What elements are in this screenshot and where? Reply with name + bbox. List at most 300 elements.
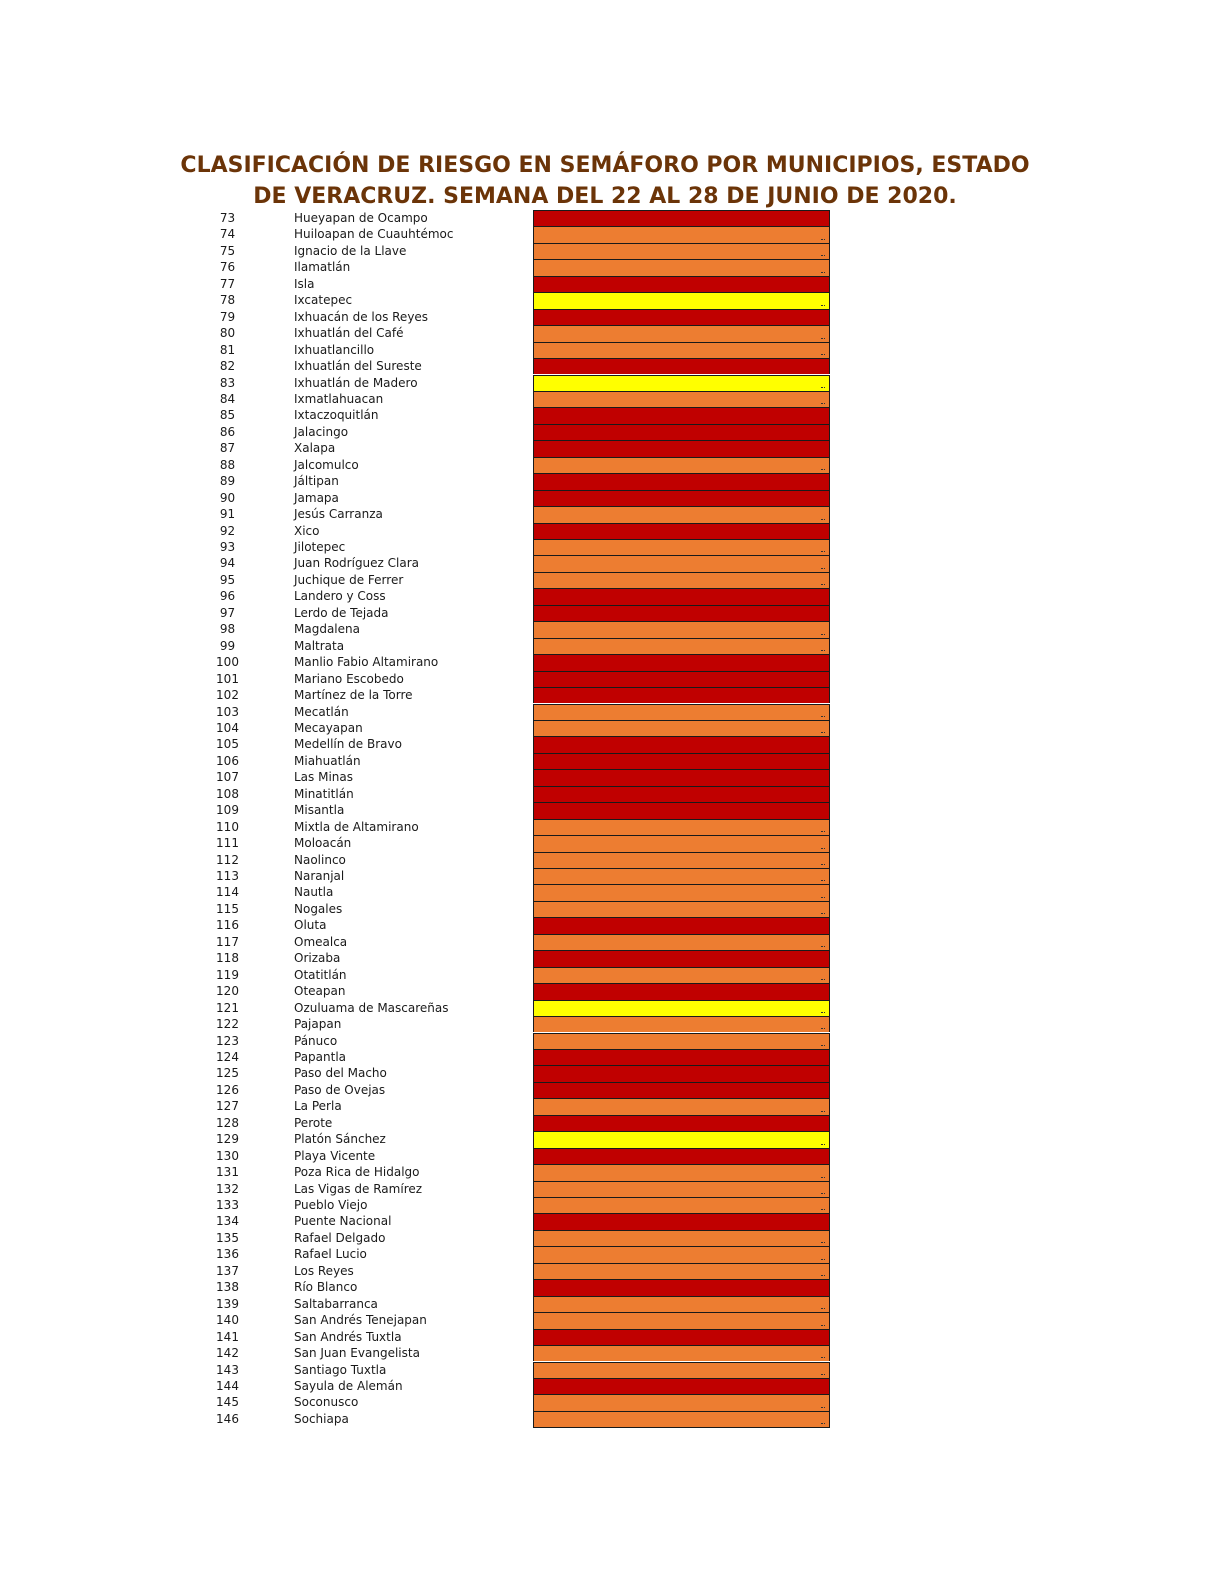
municipality-number: 145 xyxy=(216,1395,239,1410)
municipality-name: Las Vigas de Ramírez xyxy=(294,1181,423,1196)
municipality-number: 90 xyxy=(219,490,236,505)
cell-marker xyxy=(821,469,825,472)
risk-color-cell xyxy=(533,671,830,687)
table-row xyxy=(0,1148,1224,1164)
table-row xyxy=(0,687,1224,703)
table-row xyxy=(0,375,1224,391)
municipality-number: 117 xyxy=(216,934,239,949)
table-row xyxy=(0,523,1224,539)
cell-marker xyxy=(821,716,825,719)
municipality-name: San Andrés Tuxtla xyxy=(294,1329,402,1344)
municipality-name: Naranjal xyxy=(294,869,345,883)
municipality-name: Rafael Lucio xyxy=(294,1247,367,1262)
risk-color-cell xyxy=(533,1312,830,1328)
cell-marker xyxy=(821,979,825,982)
cell-marker xyxy=(821,1357,825,1360)
table-row xyxy=(0,555,1224,571)
risk-color-cell xyxy=(533,753,830,769)
municipality-name: Landero y Coss xyxy=(294,589,386,604)
table-row xyxy=(0,1016,1224,1032)
municipality-number: 109 xyxy=(216,803,239,818)
municipality-name: Jalcomulco xyxy=(294,457,359,472)
risk-color-cell xyxy=(533,1246,830,1262)
risk-color-cell xyxy=(533,605,830,621)
municipality-name: Paso de Ovejas xyxy=(294,1082,386,1097)
municipality-name: Ozuluama de Mascareñas xyxy=(294,1000,449,1015)
risk-color-cell xyxy=(533,835,830,851)
municipality-number: 79 xyxy=(219,309,236,324)
municipality-number: 142 xyxy=(216,1346,239,1361)
cell-marker xyxy=(821,255,825,258)
cell-marker xyxy=(821,1045,825,1048)
risk-color-cell xyxy=(533,325,830,341)
risk-color-cell xyxy=(533,819,830,835)
risk-color-cell xyxy=(533,555,830,571)
municipality-number: 99 xyxy=(219,638,236,653)
risk-color-cell xyxy=(533,1263,830,1279)
risk-color-cell xyxy=(533,1181,830,1197)
cell-marker xyxy=(821,305,825,308)
municipality-name: Mariano Escobedo xyxy=(294,671,404,686)
municipality-number: 104 xyxy=(216,720,239,735)
municipality-number: 107 xyxy=(216,770,239,785)
municipality-number: 85 xyxy=(219,408,236,423)
municipality-number: 110 xyxy=(216,819,239,834)
municipality-number: 91 xyxy=(219,507,236,522)
municipality-name: Río Blanco xyxy=(294,1280,358,1295)
municipality-number: 124 xyxy=(216,1049,239,1064)
municipality-number: 130 xyxy=(216,1148,239,1163)
municipality-name: Omealca xyxy=(294,934,348,949)
municipality-number: 123 xyxy=(216,1033,239,1048)
municipality-name: Xalapa xyxy=(294,441,336,456)
municipality-name: Martínez de la Torre xyxy=(294,688,413,703)
municipality-number: 73 xyxy=(219,211,236,225)
municipality-number: 98 xyxy=(219,622,236,637)
table-row xyxy=(0,1065,1224,1081)
municipality-number: 97 xyxy=(219,605,236,620)
cell-marker xyxy=(821,1407,825,1410)
table-row xyxy=(0,243,1224,259)
municipality-name: Playa Vicente xyxy=(294,1148,376,1163)
cell-marker xyxy=(821,634,825,637)
cell-marker xyxy=(821,568,825,571)
municipality-name: Pajapan xyxy=(294,1017,342,1032)
municipality-number: 82 xyxy=(219,359,236,374)
municipality-name: Mecayapan xyxy=(294,720,363,735)
municipality-name: Ixhuacán de los Reyes xyxy=(294,309,429,324)
municipality-name: Platón Sánchez xyxy=(294,1132,386,1147)
municipality-name: Sayula de Alemán xyxy=(294,1378,403,1393)
table-row xyxy=(0,490,1224,506)
cell-marker xyxy=(821,551,825,554)
municipality-number: 84 xyxy=(219,391,236,406)
municipality-number: 146 xyxy=(216,1411,239,1426)
municipality-number: 116 xyxy=(216,918,239,933)
page-title xyxy=(150,150,1060,212)
municipality-name: Papantla xyxy=(294,1049,347,1064)
table-row xyxy=(0,1000,1224,1016)
table-row xyxy=(0,1131,1224,1147)
risk-color-cell xyxy=(533,1279,830,1295)
table-row xyxy=(0,539,1224,555)
municipality-number: 143 xyxy=(216,1362,239,1377)
risk-color-cell xyxy=(533,1115,830,1131)
municipality-number: 120 xyxy=(216,984,239,999)
municipality-name: Pueblo Viejo xyxy=(294,1198,368,1212)
municipality-number: 138 xyxy=(216,1280,239,1295)
risk-color-cell xyxy=(533,539,830,555)
municipality-name: Maltrata xyxy=(294,638,345,653)
table-row xyxy=(0,852,1224,868)
risk-color-cell xyxy=(533,802,830,818)
table-row xyxy=(0,473,1224,489)
risk-color-cell xyxy=(533,473,830,489)
municipality-number: 89 xyxy=(219,474,236,489)
municipality-number: 114 xyxy=(216,885,239,900)
municipality-name: Perote xyxy=(294,1115,333,1130)
municipality-number: 144 xyxy=(216,1378,239,1393)
table-row xyxy=(0,736,1224,752)
municipality-name: Hueyapan de Ocampo xyxy=(294,211,428,225)
municipality-name: Moloacán xyxy=(294,836,352,851)
table-row xyxy=(0,1362,1224,1378)
table-row xyxy=(0,720,1224,736)
table-row xyxy=(0,917,1224,933)
cell-marker xyxy=(821,1374,825,1377)
table-row xyxy=(0,1049,1224,1065)
table-row xyxy=(0,259,1224,275)
cell-marker xyxy=(821,1028,825,1031)
municipality-number: 127 xyxy=(216,1099,239,1114)
table-row xyxy=(0,950,1224,966)
table-row xyxy=(0,1279,1224,1295)
municipality-number: 86 xyxy=(219,424,236,439)
table-row xyxy=(0,1197,1224,1213)
municipality-number: 121 xyxy=(216,1000,239,1015)
cell-marker xyxy=(821,1308,825,1311)
cell-marker xyxy=(821,831,825,834)
municipality-name: Jesús Carranza xyxy=(294,507,383,522)
municipality-name: Huiloapan de Cuauhtémoc xyxy=(294,227,454,242)
risk-color-cell xyxy=(533,309,830,325)
table-row xyxy=(0,605,1224,621)
risk-color-cell xyxy=(533,572,830,588)
municipality-number: 112 xyxy=(216,852,239,867)
risk-color-cell xyxy=(533,983,830,999)
risk-color-cell xyxy=(533,1296,830,1312)
municipality-name: Sochiapa xyxy=(294,1411,349,1426)
municipality-name: Juchique de Ferrer xyxy=(294,572,404,587)
cell-marker xyxy=(821,650,825,653)
table-row xyxy=(0,424,1224,440)
municipality-name: Saltabarranca xyxy=(294,1296,378,1311)
cell-marker xyxy=(821,1325,825,1328)
title-line-1: CLASIFICACIÓN DE RIESGO EN SEMÁFORO POR MUNICIPIOS, ESTADO xyxy=(180,153,1030,178)
table-row xyxy=(0,1082,1224,1098)
risk-color-cell xyxy=(533,638,830,654)
cell-marker xyxy=(821,913,825,916)
risk-color-cell xyxy=(533,1230,830,1246)
table-row xyxy=(0,358,1224,374)
table-row xyxy=(0,802,1224,818)
municipality-number: 100 xyxy=(216,655,239,670)
municipality-number: 92 xyxy=(219,523,236,538)
municipality-number: 135 xyxy=(216,1230,239,1245)
cell-marker xyxy=(821,880,825,883)
cell-marker xyxy=(821,403,825,406)
municipality-number: 81 xyxy=(219,342,236,357)
table-row xyxy=(0,309,1224,325)
table-row xyxy=(0,638,1224,654)
table-row xyxy=(0,1345,1224,1361)
cell-marker xyxy=(821,848,825,851)
table-row xyxy=(0,1246,1224,1262)
cell-marker xyxy=(821,584,825,587)
municipality-number: 105 xyxy=(216,737,239,752)
municipality-name: Mixtla de Altamirano xyxy=(294,819,419,834)
risk-color-cell xyxy=(533,720,830,736)
cell-marker xyxy=(821,1177,825,1180)
table-row xyxy=(0,1115,1224,1131)
municipality-name: Xico xyxy=(294,523,320,538)
risk-color-cell xyxy=(533,1131,830,1147)
municipality-number: 125 xyxy=(216,1066,239,1081)
risk-color-cell xyxy=(533,391,830,407)
cell-marker xyxy=(821,1209,825,1212)
table-row xyxy=(0,1164,1224,1180)
municipality-number: 113 xyxy=(216,869,239,883)
table-row xyxy=(0,407,1224,423)
risk-color-cell xyxy=(533,1049,830,1065)
risk-color-cell xyxy=(533,1148,830,1164)
municipality-number: 128 xyxy=(216,1115,239,1130)
municipality-name: Ignacio de la Llave xyxy=(294,243,407,258)
table-row xyxy=(0,704,1224,720)
risk-color-cell xyxy=(533,769,830,785)
municipality-name: Jáltipan xyxy=(294,474,339,489)
cell-marker xyxy=(821,1242,825,1245)
municipality-number: 93 xyxy=(219,540,236,554)
risk-color-cell xyxy=(533,1000,830,1016)
cell-marker xyxy=(821,239,825,242)
municipality-name: Ixmatlahuacan xyxy=(294,391,384,406)
municipality-name: Mecatlán xyxy=(294,704,349,719)
table-row xyxy=(0,342,1224,358)
municipality-name: Ixhuatlancillo xyxy=(294,342,375,357)
municipality-name: Oluta xyxy=(294,918,327,933)
municipality-name: Ixhuatlán de Madero xyxy=(294,375,418,390)
municipality-number: 115 xyxy=(216,901,239,916)
risk-color-cell xyxy=(533,457,830,473)
risk-color-cell xyxy=(533,1016,830,1032)
municipality-name: Santiago Tuxtla xyxy=(294,1362,387,1377)
municipality-name: Lerdo de Tejada xyxy=(294,605,389,620)
risk-color-cell xyxy=(533,1329,830,1345)
municipality-name: Ilamatlán xyxy=(294,260,351,275)
table-row xyxy=(0,276,1224,292)
municipality-number: 137 xyxy=(216,1263,239,1278)
table-row xyxy=(0,1181,1224,1197)
municipality-name: Jalacingo xyxy=(294,424,349,439)
table-row xyxy=(0,1329,1224,1345)
municipality-name: Nogales xyxy=(294,901,343,916)
table-row xyxy=(0,588,1224,604)
table-row xyxy=(0,884,1224,900)
risk-color-cell xyxy=(533,1164,830,1180)
risk-color-cell xyxy=(533,358,830,374)
municipality-name: Los Reyes xyxy=(294,1263,354,1278)
table-row xyxy=(0,753,1224,769)
municipality-number: 87 xyxy=(219,441,236,456)
table-row xyxy=(0,983,1224,999)
municipality-name: Jilotepec xyxy=(294,540,346,554)
risk-color-cell xyxy=(533,786,830,802)
risk-color-cell xyxy=(533,950,830,966)
municipality-name: Oteapan xyxy=(294,984,346,999)
risk-color-cell xyxy=(533,917,830,933)
risk-color-cell xyxy=(533,1033,830,1049)
table-row xyxy=(0,835,1224,851)
risk-color-cell xyxy=(533,1378,830,1394)
risk-color-cell xyxy=(533,226,830,242)
risk-color-cell xyxy=(533,654,830,670)
risk-color-cell xyxy=(533,967,830,983)
municipality-name: Manlio Fabio Altamirano xyxy=(294,655,439,670)
risk-color-cell xyxy=(533,852,830,868)
risk-color-cell xyxy=(533,424,830,440)
municipality-name: Ixtaczoquitlán xyxy=(294,408,379,423)
table-row xyxy=(0,440,1224,456)
risk-color-cell xyxy=(533,1065,830,1081)
table-row xyxy=(0,769,1224,785)
risk-color-cell xyxy=(533,1411,830,1428)
municipality-number: 139 xyxy=(216,1296,239,1311)
table-row xyxy=(0,292,1224,308)
table-row xyxy=(0,621,1224,637)
municipality-name: Juan Rodríguez Clara xyxy=(294,556,420,571)
risk-color-cell xyxy=(533,523,830,539)
risk-color-cell xyxy=(533,1213,830,1229)
municipality-number: 103 xyxy=(216,704,239,719)
risk-color-cell xyxy=(533,259,830,275)
municipality-name: Paso del Macho xyxy=(294,1066,387,1081)
table-row xyxy=(0,819,1224,835)
cell-marker xyxy=(821,864,825,867)
municipality-name: Medellín de Bravo xyxy=(294,737,402,752)
municipality-number: 122 xyxy=(216,1017,239,1032)
risk-color-cell xyxy=(533,704,830,720)
municipality-name: Soconusco xyxy=(294,1395,359,1410)
municipality-name: Jamapa xyxy=(294,490,339,505)
table-row xyxy=(0,786,1224,802)
municipality-number: 108 xyxy=(216,786,239,801)
municipality-number: 132 xyxy=(216,1181,239,1196)
risk-color-cell xyxy=(533,621,830,637)
table-row xyxy=(0,1378,1224,1394)
table-row xyxy=(0,572,1224,588)
table-row xyxy=(0,1230,1224,1246)
municipality-name: Orizaba xyxy=(294,951,341,966)
cell-marker xyxy=(821,946,825,949)
municipality-name: Isla xyxy=(294,276,315,291)
municipality-name: Ixcatepec xyxy=(294,293,353,308)
cell-marker xyxy=(821,1111,825,1114)
municipality-number: 76 xyxy=(219,260,236,275)
municipality-number: 133 xyxy=(216,1198,239,1212)
municipality-number: 96 xyxy=(219,589,236,604)
risk-color-cell xyxy=(533,407,830,423)
municipality-number: 102 xyxy=(216,688,239,703)
municipality-number: 95 xyxy=(219,572,236,587)
table-row xyxy=(0,654,1224,670)
risk-color-cell xyxy=(533,342,830,358)
municipality-name: La Perla xyxy=(294,1099,342,1114)
municipality-number: 101 xyxy=(216,671,239,686)
municipality-name: Las Minas xyxy=(294,770,354,785)
municipality-name: Nautla xyxy=(294,885,334,900)
municipality-number: 119 xyxy=(216,967,239,982)
municipality-number: 111 xyxy=(216,836,239,851)
municipality-number: 134 xyxy=(216,1214,239,1229)
risk-color-cell xyxy=(533,1394,830,1410)
municipality-name: Minatitlán xyxy=(294,786,354,801)
municipality-number: 118 xyxy=(216,951,239,966)
municipality-name: Miahuatlán xyxy=(294,753,361,768)
table-row xyxy=(0,967,1224,983)
table-row xyxy=(0,325,1224,341)
municipality-number: 106 xyxy=(216,753,239,768)
risk-color-cell xyxy=(533,506,830,522)
cell-marker xyxy=(821,1275,825,1278)
cell-marker xyxy=(821,519,825,522)
municipality-number: 74 xyxy=(219,227,236,242)
municipality-name: Otatitlán xyxy=(294,967,347,982)
table-row xyxy=(0,226,1224,242)
table-row xyxy=(0,210,1224,226)
municipality-number: 129 xyxy=(216,1132,239,1147)
municipality-name: Ixhuatlán del Café xyxy=(294,326,404,341)
municipality-number: 83 xyxy=(219,375,236,390)
risk-color-cell xyxy=(533,736,830,752)
municipality-number: 78 xyxy=(219,293,236,308)
municipality-name: Misantla xyxy=(294,803,345,818)
municipality-number: 141 xyxy=(216,1329,239,1344)
table-row xyxy=(0,934,1224,950)
municipality-number: 80 xyxy=(219,326,236,341)
title-line-2: DE VERACRUZ. SEMANA DEL 22 AL 28 DE JUNIO DE 2020. xyxy=(253,184,957,209)
table-row xyxy=(0,506,1224,522)
table-row xyxy=(0,1394,1224,1410)
municipality-number: 136 xyxy=(216,1247,239,1262)
municipality-name: Puente Nacional xyxy=(294,1214,392,1229)
cell-marker xyxy=(821,1193,825,1196)
table-row xyxy=(0,1098,1224,1114)
risk-color-cell xyxy=(533,687,830,703)
municipality-name: Magdalena xyxy=(294,622,360,637)
risk-color-cell xyxy=(533,490,830,506)
municipality-number: 131 xyxy=(216,1165,239,1180)
cell-marker xyxy=(821,1259,825,1262)
risk-color-cell xyxy=(533,1082,830,1098)
municipality-name: Naolinco xyxy=(294,852,346,867)
municipality-number: 88 xyxy=(219,457,236,472)
cell-marker xyxy=(821,732,825,735)
municipality-number: 94 xyxy=(219,556,236,571)
municipality-name: Pánuco xyxy=(294,1033,338,1048)
table-row xyxy=(0,1312,1224,1328)
cell-marker xyxy=(821,1423,825,1426)
